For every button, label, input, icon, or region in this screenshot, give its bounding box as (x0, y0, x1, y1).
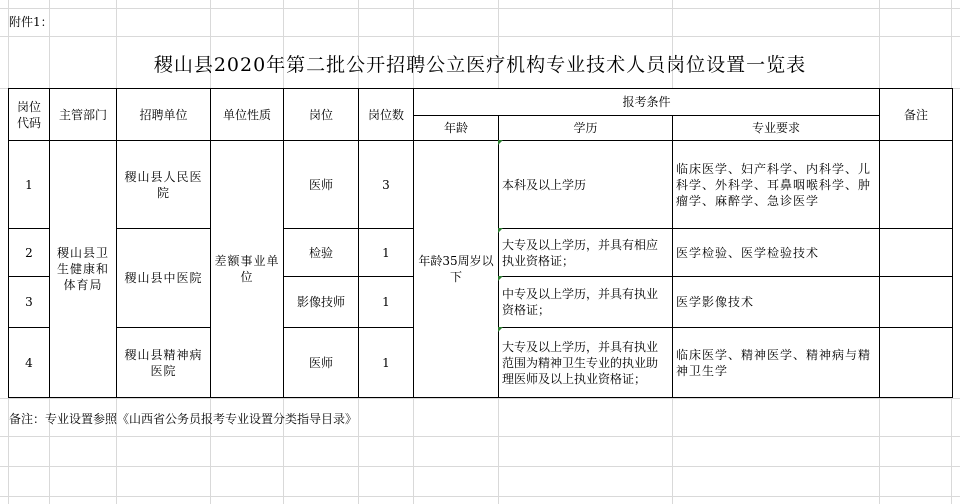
header-count: 岗位数 (359, 89, 414, 141)
cell-major: 医学影像技术 (673, 277, 880, 328)
header-row (9, 89, 953, 116)
header-unit-type: 单位性质 (211, 89, 284, 141)
cell-count: 1 (359, 328, 414, 398)
header-post: 岗位 (284, 89, 359, 141)
cell-remarks (880, 141, 953, 229)
cell-post: 医师 (284, 328, 359, 398)
header-remarks: 备注 (880, 89, 953, 141)
header-unit: 招聘单位 (117, 89, 211, 141)
cell-code: 4 (9, 328, 50, 398)
cell-code: 2 (9, 229, 50, 277)
cell-code: 1 (9, 141, 50, 229)
header-major: 专业要求 (673, 116, 880, 141)
cell-education: 本科及以上学历 (499, 141, 673, 229)
cell-unit: 稷山县中医院 (117, 229, 211, 328)
grid-line (0, 398, 960, 399)
header-education: 学历 (499, 116, 673, 141)
cell-remarks (880, 277, 953, 328)
positions-table (8, 88, 953, 398)
cell-unit: 稷山县人民医院 (117, 141, 211, 229)
table-row (9, 141, 953, 229)
cell-dept: 稷山县卫生健康和体育局 (50, 141, 117, 398)
cell-unit-type: 差额事业单位 (211, 141, 284, 398)
cell-major: 临床医学、妇产科学、内科学、儿科学、外科学、耳鼻咽喉科学、肿瘤学、麻醉学、急诊医学 (673, 141, 880, 229)
cell-remarks (880, 328, 953, 398)
header-dept: 主管部门 (50, 89, 117, 141)
grid-line (0, 436, 960, 437)
cell-post: 影像技师 (284, 277, 359, 328)
cell-code: 3 (9, 277, 50, 328)
cell-count: 3 (359, 141, 414, 229)
cell-post: 医师 (284, 141, 359, 229)
cell-post: 检验 (284, 229, 359, 277)
cell-major: 临床医学、精神医学、精神病与精神卫生学 (673, 328, 880, 398)
cell-major: 医学检验、医学检验技术 (673, 229, 880, 277)
header-age: 年龄 (414, 116, 499, 141)
cell-count: 1 (359, 277, 414, 328)
cell-age: 年龄35周岁以下 (414, 141, 499, 398)
cell-education: 中专及以上学历，并具有执业资格证； (499, 277, 673, 328)
cell-education: 大专及以上学历，并具有执业范围为精神卫生专业的执业助理医师及以上执业资格证； (499, 328, 673, 398)
cell-education: 大专及以上学历，并具有相应执业资格证； (499, 229, 673, 277)
grid-line (0, 36, 960, 37)
header-conditions: 报考条件 (414, 89, 880, 116)
attachment-label: 附件1： (9, 15, 53, 29)
grid-line (0, 496, 960, 497)
cell-unit: 稷山县精神病医院 (117, 328, 211, 398)
page-title: 稷山县2020年第二批公开招聘公立医疗机构专业技术人员岗位设置一览表 (153, 54, 807, 76)
grid-line (0, 8, 960, 9)
cell-remarks (880, 229, 953, 277)
header-code: 岗位代码 (9, 89, 50, 141)
cell-count: 1 (359, 229, 414, 277)
footnote: 备注：专业设置参照《山西省公务员报考专业设置分类指导目录》 (9, 412, 358, 426)
grid-line (0, 466, 960, 467)
